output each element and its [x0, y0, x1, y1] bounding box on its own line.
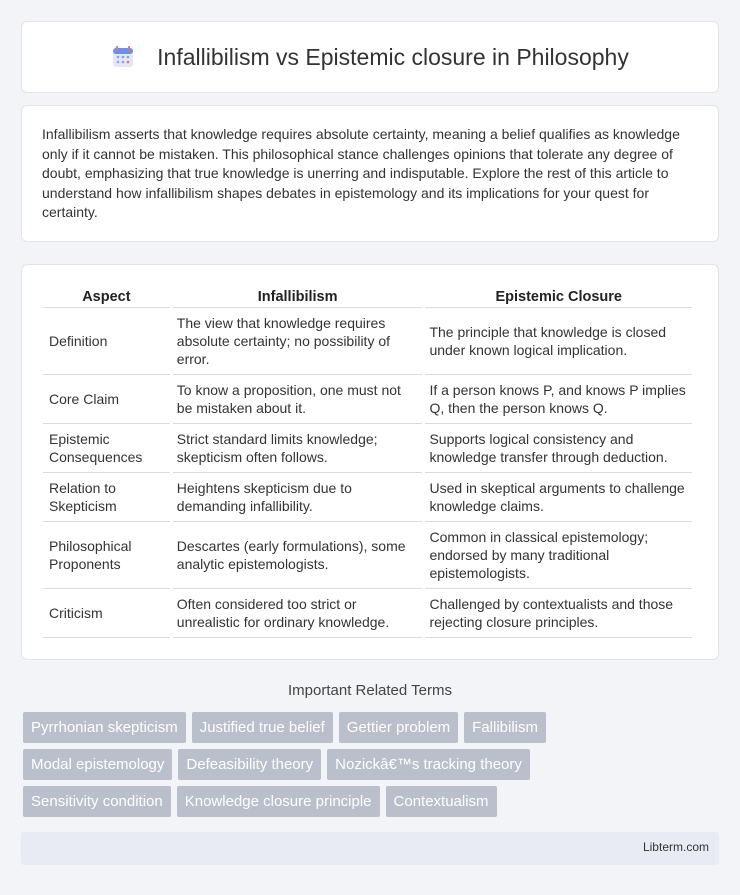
header-infallibilism: Infallibilism: [173, 286, 423, 308]
row-aspect: Relation to Skepticism: [43, 473, 170, 522]
row-infallibilism: Often considered too strict or unrealistic for ordinary knowledge.: [173, 589, 423, 638]
tag-row: [23, 749, 723, 780]
tag-gettier-problem[interactable]: Gettier problem: [339, 712, 458, 743]
related-terms-title: Important Related Terms: [288, 682, 452, 699]
tag-defeasibility-theory[interactable]: Defeasibility theory: [178, 749, 321, 780]
intro-card: [21, 105, 719, 242]
row-aspect: Core Claim: [43, 375, 170, 424]
row-epistemic-closure: Supports logical consistency and knowledge transfer through deduction.: [425, 424, 692, 473]
tag-sensitivity-condition[interactable]: Sensitivity condition: [23, 786, 171, 817]
header-card: [21, 21, 719, 93]
intro-text: Infallibilism asserts that knowledge requires absolute certainty, meaning a belief qualifies as knowledge only if it cannot be mistaken. This philosophical stance challenges opinions that tolerate any degree of doubt, emphasizing that true knowledge is unerring and indisputable. Explore the rest of this article to understand how infallibilism shapes debates in epistemology and its implications for your quest for certainty.: [42, 126, 680, 221]
table-row: [43, 589, 692, 638]
row-infallibilism: To know a proposition, one must not be mistaken about it.: [173, 375, 423, 424]
table-row: [43, 473, 692, 522]
header-aspect: Aspect: [43, 286, 170, 308]
header-epistemic-closure: Epistemic Closure: [425, 286, 692, 308]
row-infallibilism: Descartes (early formulations), some analytic epistemologists.: [173, 522, 423, 589]
related-terms-tags: [23, 712, 723, 823]
page-title: Infallibilism vs Epistemic closure in Philosophy: [157, 43, 629, 70]
tag-modal-epistemology[interactable]: Modal epistemology: [23, 749, 172, 780]
row-epistemic-closure: If a person knows P, and knows P implies Q, then the person knows Q.: [425, 375, 692, 424]
row-aspect: Philosophical Proponents: [43, 522, 170, 589]
table-row: [43, 375, 692, 424]
row-aspect: Definition: [43, 308, 170, 375]
table-row: [43, 424, 692, 473]
tag-knowledge-closure-principle[interactable]: Knowledge closure principle: [177, 786, 380, 817]
tag-row: [23, 786, 723, 817]
tag-contextualism[interactable]: Contextualism: [386, 786, 497, 817]
tag-pyrrhonian-skepticism[interactable]: Pyrrhonian skepticism: [23, 712, 186, 743]
tag-fallibilism[interactable]: Fallibilism: [464, 712, 546, 743]
row-aspect: Criticism: [43, 589, 170, 638]
header: [111, 44, 629, 71]
row-infallibilism: Strict standard limits knowledge; skepticism often follows.: [173, 424, 423, 473]
table-header-row: [43, 286, 692, 308]
comparison-table: [40, 286, 695, 638]
comparison-table-card: [21, 264, 719, 660]
row-infallibilism: The view that knowledge requires absolute certainty; no possibility of error.: [173, 308, 423, 375]
tag-nozicks-tracking-theory[interactable]: Nozickâ€™s tracking theory: [327, 749, 530, 780]
footer: [21, 832, 719, 865]
row-epistemic-closure: Common in classical epistemology; endorsed by many traditional epistemologists.: [425, 522, 692, 589]
row-epistemic-closure: The principle that knowledge is closed under known logical implication.: [425, 308, 692, 375]
table-row: [43, 308, 692, 375]
footer-link[interactable]: Libterm.com: [642, 840, 709, 854]
tag-justified-true-belief[interactable]: Justified true belief: [192, 712, 333, 743]
row-epistemic-closure: Challenged by contextualists and those rejecting closure principles.: [425, 589, 692, 638]
row-infallibilism: Heightens skepticism due to demanding infallibility.: [173, 473, 423, 522]
row-aspect: Epistemic Consequences: [43, 424, 170, 473]
tag-row: [23, 712, 723, 743]
table-row: [43, 522, 692, 589]
grid-calendar-icon: [111, 45, 135, 69]
row-epistemic-closure: Used in skeptical arguments to challenge knowledge claims.: [425, 473, 692, 522]
